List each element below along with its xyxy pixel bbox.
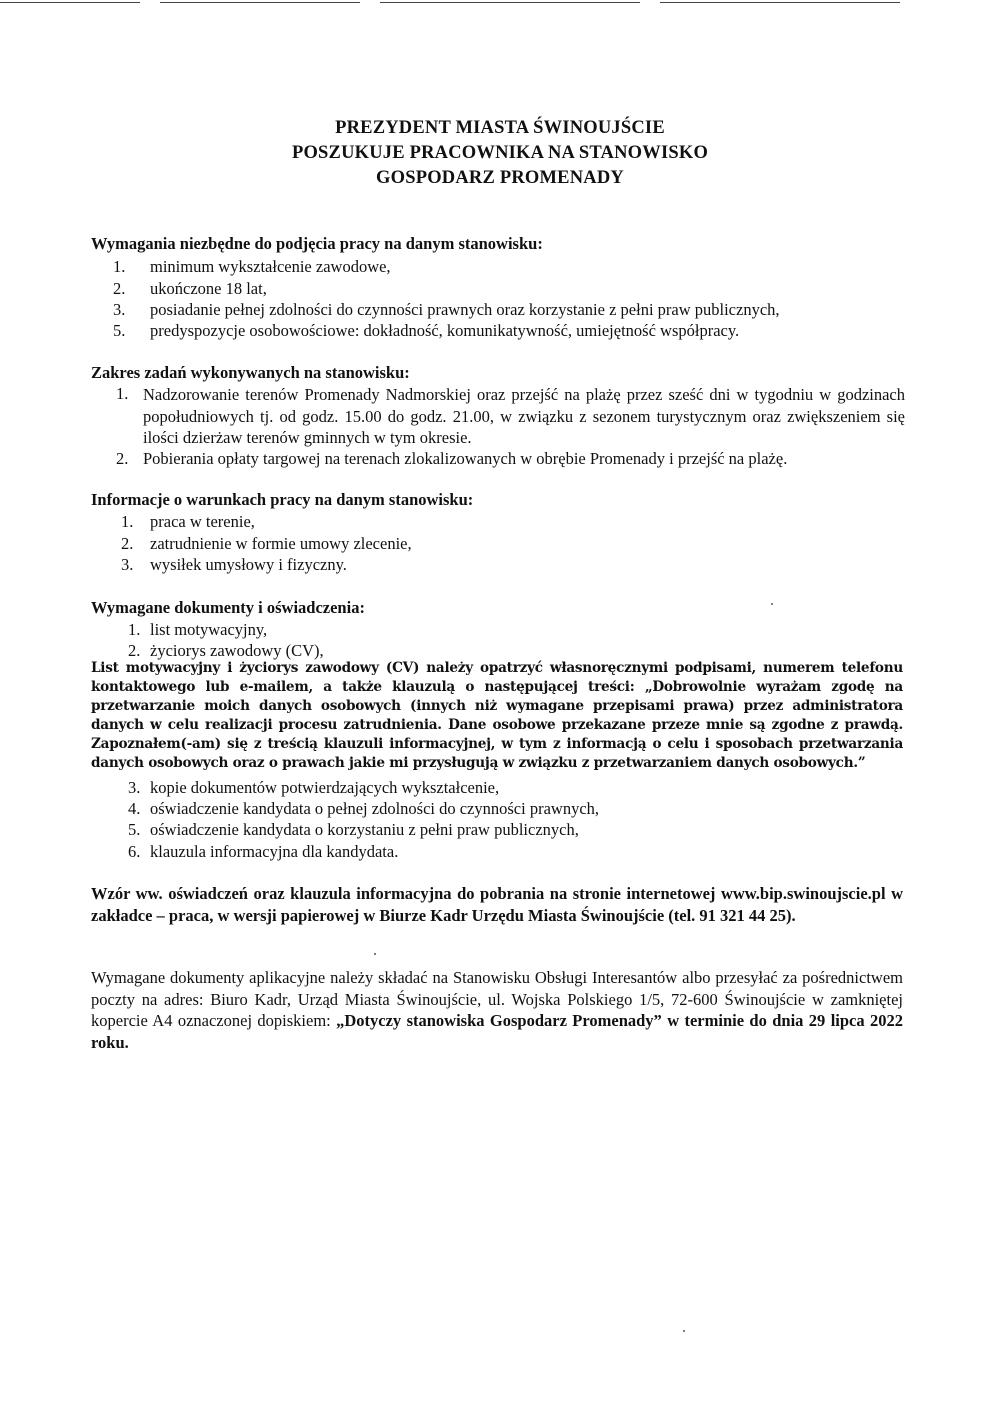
conditions-heading: Informacje o warunkach pracy na danym stanowisku: [91, 490, 474, 509]
list-item: kopie dokumentów potwierdzających wykształcenie, [150, 778, 500, 797]
list-item-number: 2. [121, 534, 134, 553]
list-item-number: 1. [121, 512, 134, 531]
list-item-number: 4. [128, 799, 141, 818]
tasks-heading: Zakres zadań wykonywanych na stanowisku: [91, 363, 410, 382]
list-item-number: 1. [113, 257, 126, 276]
documents-heading: Wymagane dokumenty i oświadczenia: [91, 598, 365, 617]
scan-speck [771, 603, 773, 605]
list-item: posiadanie pełnej zdolności do czynności prawnych oraz korzystanie z pełni praw publicznych, [150, 300, 780, 319]
list-item-number: 1. [128, 620, 141, 639]
list-item-number: 2. [116, 449, 129, 468]
list-item: list motywacyjny, [150, 620, 268, 639]
list-item: wysiłek umysłowy i fizyczny. [150, 555, 347, 574]
title-line-1: PREZYDENT MIASTA ŚWINOUJŚCIE [335, 118, 665, 138]
list-item-number: 2. [128, 641, 141, 660]
list-item: predyspozycje osobowościowe: dokładność, komunikatywność, umiejętność współpracy. [150, 321, 740, 340]
list-item: praca w terenie, [150, 512, 255, 531]
scan-artifact-line [160, 2, 360, 3]
download-info: Wzór ww. oświadczeń oraz klauzula informacyjna do pobrania na stronie internetowej www.bip.swinoujscie.pl w zakładce – praca, w wersji papierowej w Biurze Kadr Urzędu Miasta Świnoujście (tel. 91 321 44 25). [91, 884, 903, 925]
submission-text: Wymagane dokumenty aplikacyjne należy składać na Stanowisku Obsługi Interesantów albo przesyłać za pośrednictwem poczty na adres: Biuro Kadr, Urząd Miasta Świnoujście, ul. Wojska Polskiego 1/5, 72-600 Świnoujście w zamkniętej kopercie A4 oznaczonej dopiskiem: [91, 968, 903, 1030]
list-item: Nadzorowanie terenów Promenady Nadmorskiej oraz przejść na plażę przez sześć dni w tygodniu w godzinach popołudniowych tj. od godz. 15.00 do godz. 21.00, w związku z sezonem turystycznym oraz zwiększeniem się ilości dzierżaw terenów gminnych w tym okresie. [143, 385, 905, 447]
list-item: ukończone 18 lat, [150, 279, 267, 298]
list-item-number: 2. [113, 279, 126, 298]
list-item: klauzula informacyjna dla kandydata. [150, 842, 399, 861]
scan-speck [683, 1330, 685, 1332]
submission-deadline: „Dotyczy stanowiska Gospodarz Promenady” w terminie do dnia 29 lipca 2022 roku. [91, 1011, 903, 1052]
list-item: oświadczenie kandydata o pełnej zdolności do czynności prawnych, [150, 799, 600, 818]
title-line-3: GOSPODARZ PROMENADY [376, 168, 624, 188]
list-item-number: 3. [113, 300, 126, 319]
list-item-number: 5. [113, 321, 126, 340]
scan-artifact-line [380, 2, 640, 3]
list-item-number: 3. [128, 778, 141, 797]
list-item-number: 3. [121, 555, 134, 574]
list-item: oświadczenie kandydata o korzystaniu z pełni praw publicznych, [150, 820, 579, 839]
list-item: Pobierania opłaty targowej na terenach zlokalizowanych w obrębie Promenady i przejść na plażę. [143, 449, 788, 468]
list-item: minimum wykształcenie zawodowe, [150, 257, 391, 276]
consent-clause-note: List motywacyjny i życiorys zawodowy (CV) należy opatrzyć własnoręcznymi podpisami, numerem telefonu kontaktowego lub e-mailem, a także klauzulą o następującej treści: „Dobrowolnie wyrażam zgodę na przetwarzanie moich danych osobowych (innych niż wymagane przepisami prawa) przez administratora danych w celu realizacji procesu zatrudnienia. Dane osobowe przekazane przeze mnie są zgodne z prawdą. Zapoznałem(-am) się z treścią klauzuli informacyjnej, w tym z informacją o celu i sposobach przetwarzania danych osobowych oraz o prawach jakie mi przysługują w związku z przetwarzaniem danych osobowych.” [91, 660, 903, 771]
submission-info [91, 967, 903, 1053]
list-item-number: 1. [116, 384, 129, 403]
list-item-number: 5. [128, 820, 141, 839]
scan-artifact-line [0, 2, 140, 3]
list-item: życiorys zawodowy (CV), [150, 641, 324, 660]
requirements-heading: Wymagania niezbędne do podjęcia pracy na danym stanowisku: [91, 234, 543, 253]
scan-speck [374, 953, 376, 955]
scan-artifact-line [660, 2, 900, 3]
list-item: zatrudnienie w formie umowy zlecenie, [150, 534, 412, 553]
title-line-2: POSZUKUJE PRACOWNIKA NA STANOWISKO [291, 143, 709, 163]
list-item-number: 6. [128, 842, 141, 861]
